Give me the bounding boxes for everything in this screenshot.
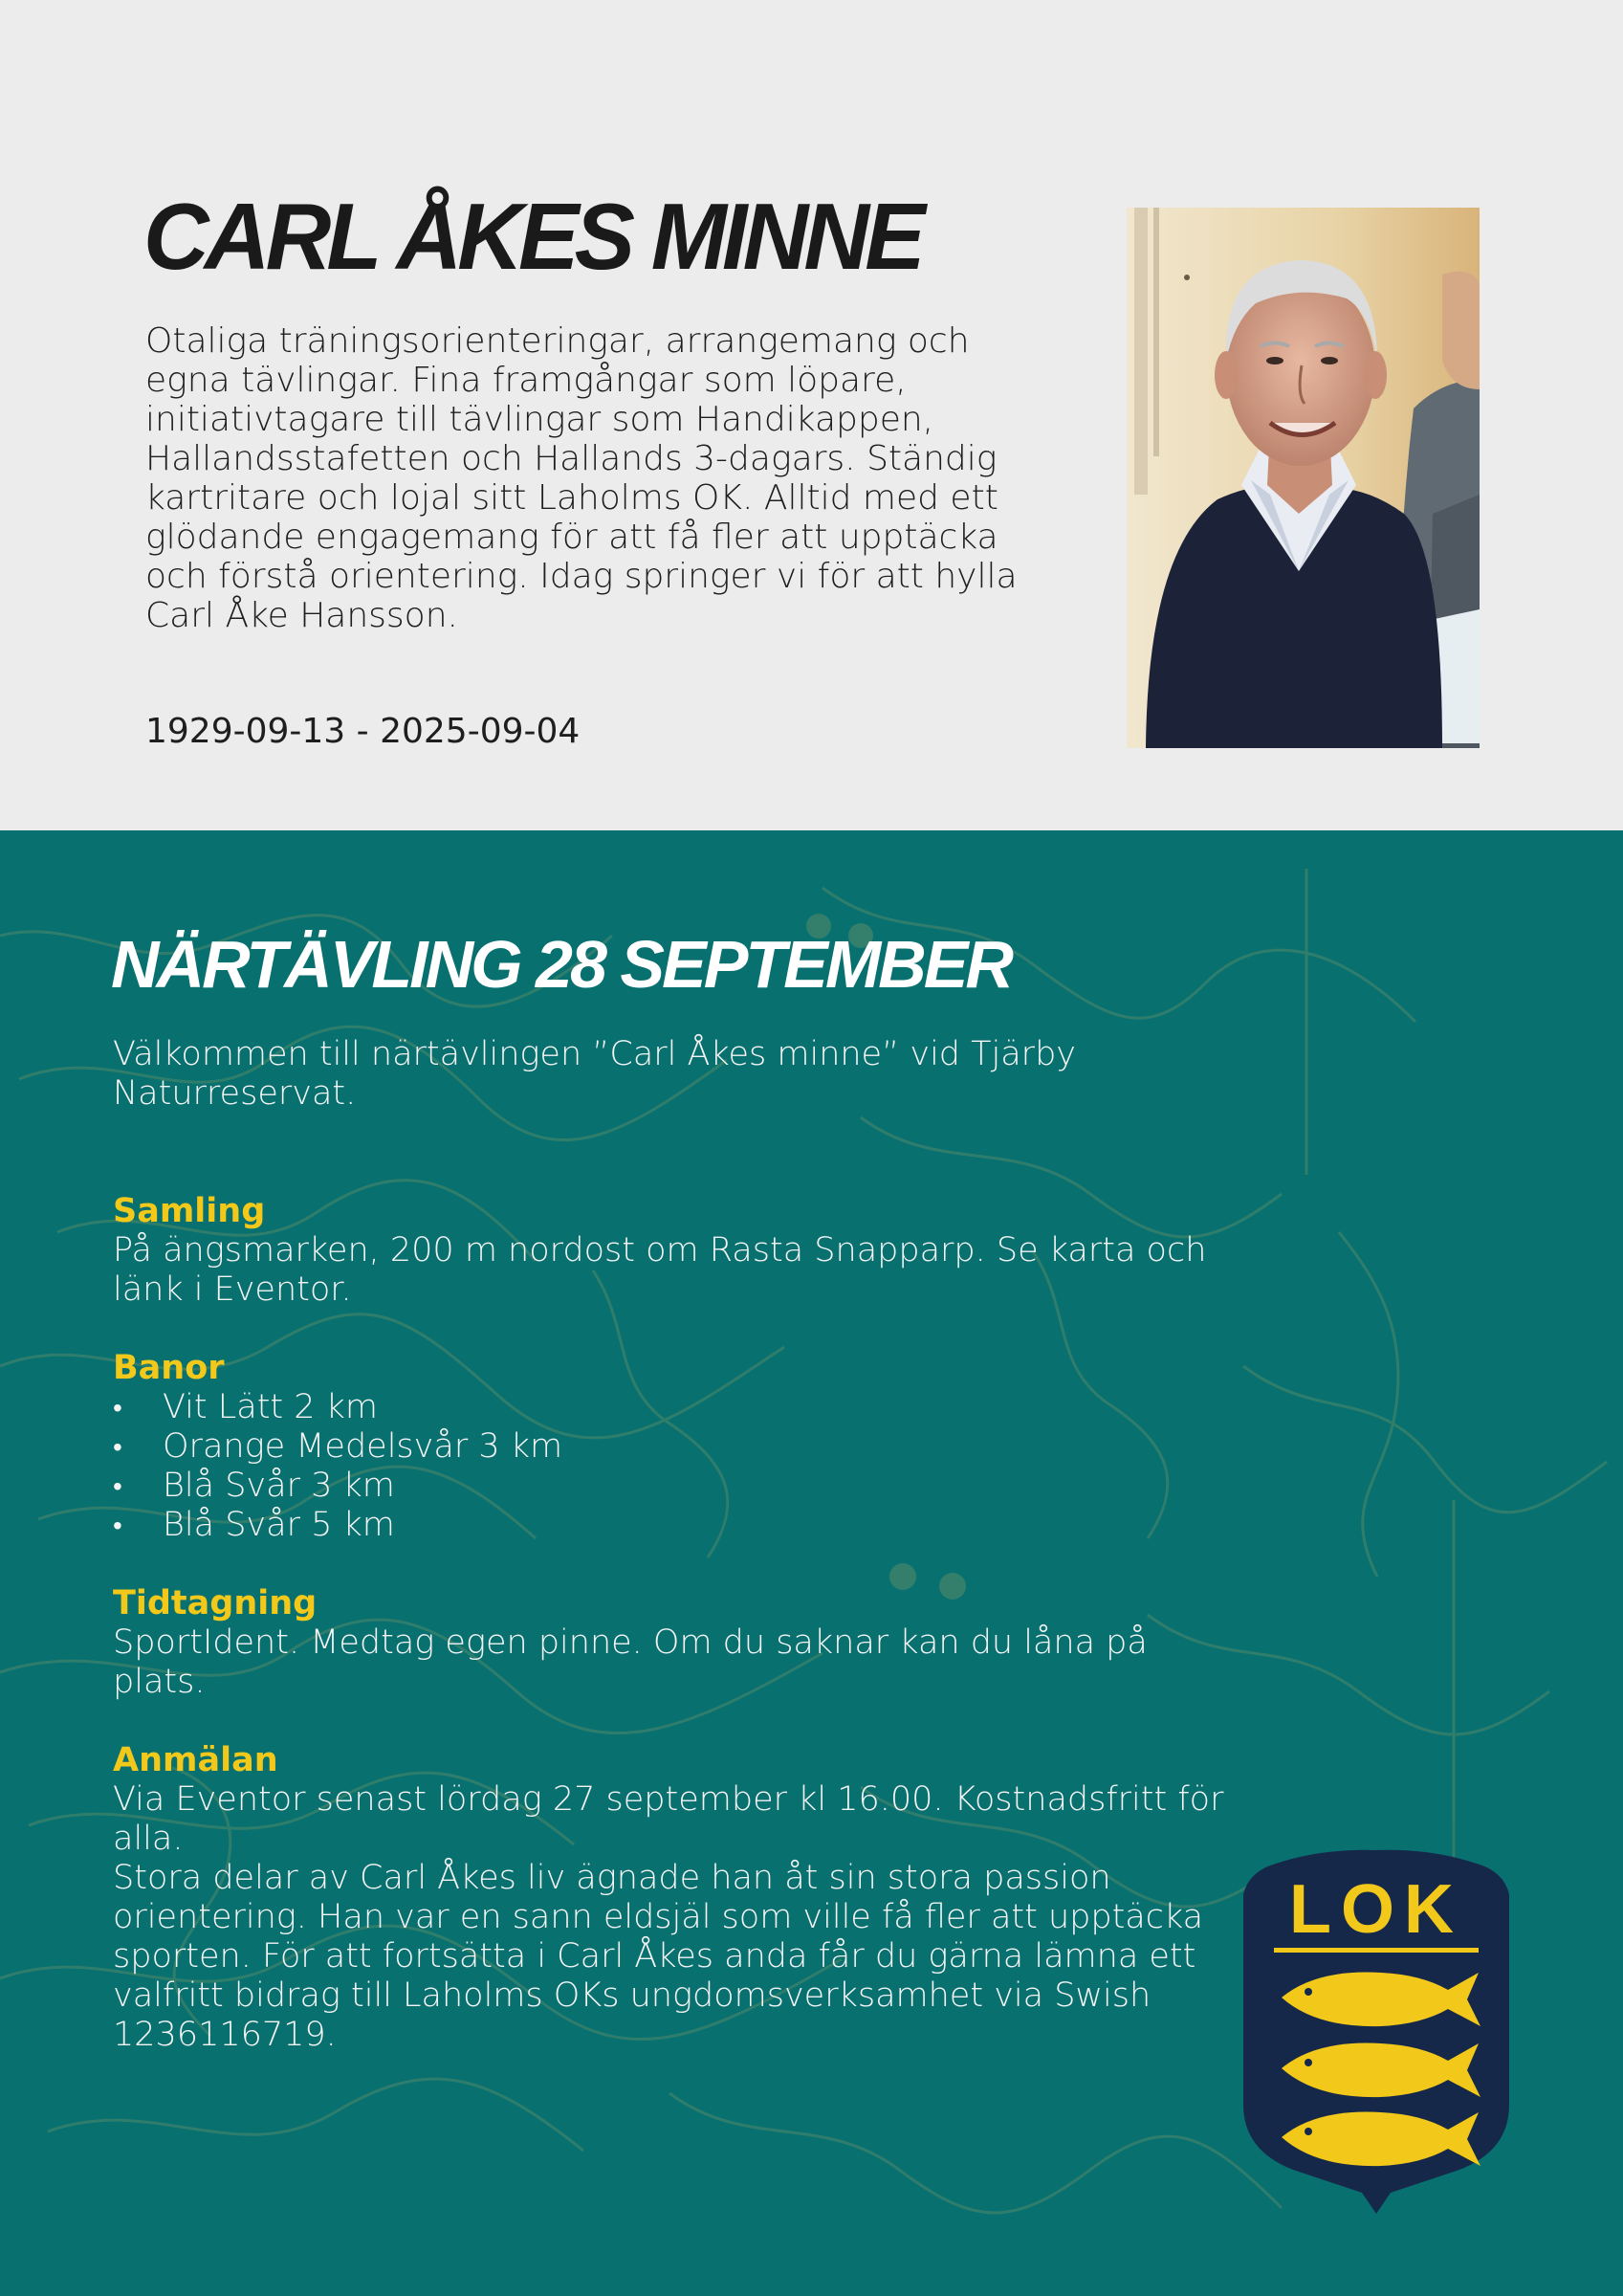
anmalan-text: Via Eventor senast lördag 27 september kl 16.00. Kostnadsfritt för alla. [113,1780,1224,1858]
banor-list [113,1388,1241,1545]
anmalan-heading: Anmälan [113,1741,278,1779]
list-item: • Blå Svår 5 km [113,1506,1241,1545]
fish-icon [1282,1973,1480,2167]
memorial-title: CARL ÅKES MINNE [143,184,921,289]
closing-text: Stora delar av Carl Åkes liv ägnade han åt sin stora passion orientering. Han var en sann eldsjäl som ville få fler att upptäcka sporten. För att fortsätta i Carl Åkes anda får du gärna lämna ett valfritt bidrag till Laholms OKs ungdomsverksamhet via Swish 1236116719. [113,1859,1204,2054]
tidtagning-text: SportIdent. Medtag egen pinne. Om du saknar kan du låna på plats. [113,1623,1148,1701]
tidtagning-heading: Tidtagning [113,1584,318,1623]
event-title: NÄRTÄVLING 28 SEPTEMBER [111,927,1011,1002]
anmalan-section [113,1741,1241,1859]
portrait-photo [1127,208,1480,748]
list-item: • Vit Lätt 2 km [113,1388,1241,1427]
event-section [0,830,1623,2296]
list-item: • Blå Svår 3 km [113,1467,1241,1506]
lok-club-logo [1239,1846,1513,2214]
list-item: • Orange Medelsvår 3 km [113,1427,1241,1467]
memorial-dates: 1929-09-13 - 2025-09-04 [145,712,581,751]
event-intro: Välkommen till närtävlingen ”Carl Åkes minne” vid Tjärby Naturreservat. [113,1035,1077,1113]
samling-section [113,1192,1241,1310]
tidtagning-section [113,1584,1241,1702]
logo-text: LOK [1289,1871,1463,1948]
memorial-text: Otaliga träningsorienteringar, arrangemang och egna tävlingar. Fina framgångar som löpare, initiativtagare till tävlingar som Handikappen, Hallandsstafetten och Hallands 3-dagars. Ständig kartritare och lojal sitt Laholms OK. Alltid med ett glödande engagemang för att få fler att upptäcka och förstå orientering. Idag springer vi för att hylla Carl Åke Hansson. [145,321,1018,635]
memorial-section [0,0,1623,830]
samling-heading: Samling [113,1192,266,1230]
banor-heading: Banor [113,1349,225,1387]
samling-text: På ängsmarken, 200 m nordost om Rasta Snapparp. Se karta och länk i Eventor. [113,1231,1207,1309]
banor-section [113,1349,1241,1545]
